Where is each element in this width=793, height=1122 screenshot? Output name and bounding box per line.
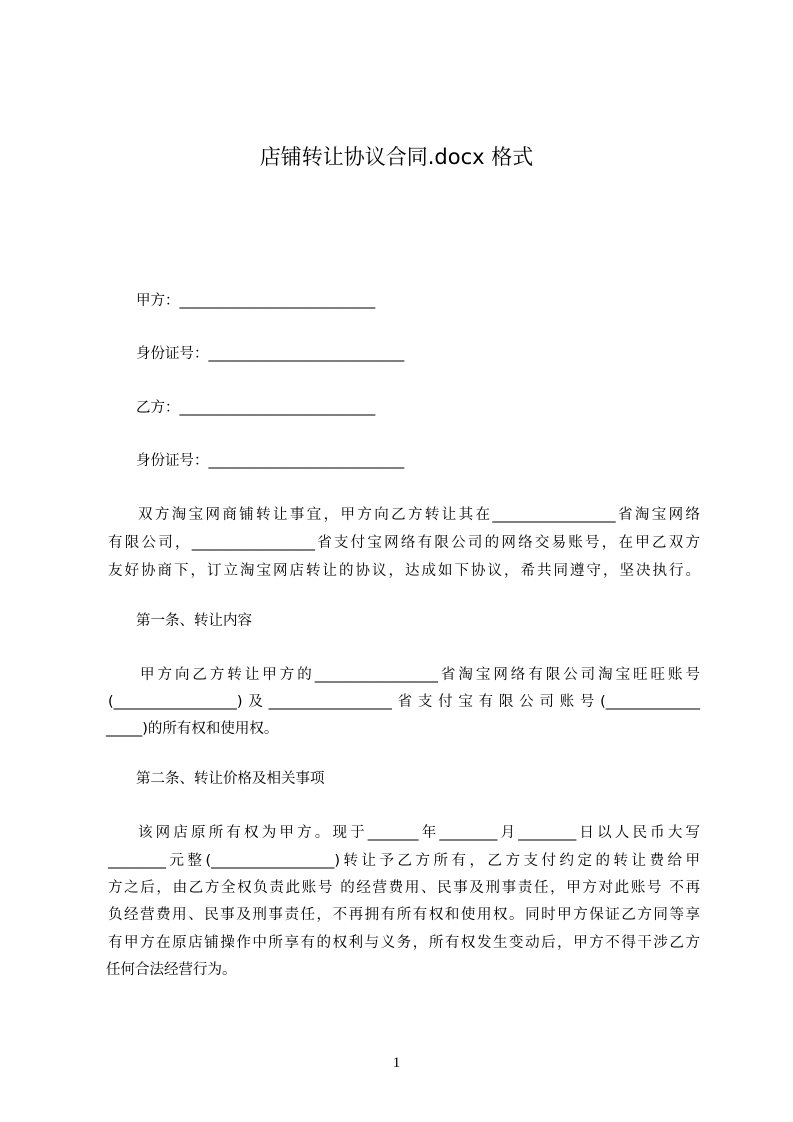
party-b-id-field: 身份证号：___________________________ [136, 453, 405, 469]
paragraph-line: 有限公司，_________________省支付宝网络有限公司的网络交易账号，在甲乙双方 [108, 535, 700, 551]
document-title: 店铺转让协议合同.docx 格式 [259, 145, 534, 169]
paragraph-line: 友好协商下，订立淘宝网店转让的协议，达成如下协议，希共同遵守，坚决执行。 [108, 563, 700, 579]
party-a-id-field: 身份证号：___________________________ [136, 346, 405, 362]
paragraph-line: 方之后，由乙方全权负责此账号 的经营费用、民事及刑事责任，甲方对此账号 不再 [108, 880, 700, 896]
paragraph-line: (_________________)及_________________省支付宝有限公司账号(_____________ [108, 694, 700, 710]
paragraph-line: 任何合法经营行为。 [106, 962, 237, 978]
section-heading-2: 第二条、转让价格及相关事项 [136, 771, 325, 787]
paragraph-line: 甲方向乙方转让甲方的_________________省淘宝网络有限公司淘宝旺旺账号 [140, 667, 700, 683]
party-b-field: 乙方：___________________________ [136, 400, 376, 416]
page-number: 1 [392, 1055, 401, 1071]
paragraph-line: _____)的所有权和使用权。 [106, 721, 279, 737]
paragraph-line: 双方淘宝网商铺转让事宜，甲方向乙方转让其在_________________省淘宝网络 [138, 507, 700, 523]
section-heading-1: 第一条、转让内容 [136, 613, 252, 629]
paragraph-line: 该网店原所有权为甲方。现于_______年________月________日以人民币大写 [138, 825, 700, 841]
paragraph-line: ________元整(_________________)转让予乙方所有，乙方支付约定的转让费给甲 [108, 853, 700, 869]
party-a-field: 甲方：___________________________ [136, 293, 376, 309]
paragraph-line: 负经营费用、民事及刑事责任，不再拥有所有权和使用权。同时甲方保证乙方同等享 [108, 907, 700, 923]
paragraph-line: 有甲方在原店铺操作中所享有的权利与义务，所有权发生变动后，甲方不得干涉乙方 [108, 935, 700, 951]
